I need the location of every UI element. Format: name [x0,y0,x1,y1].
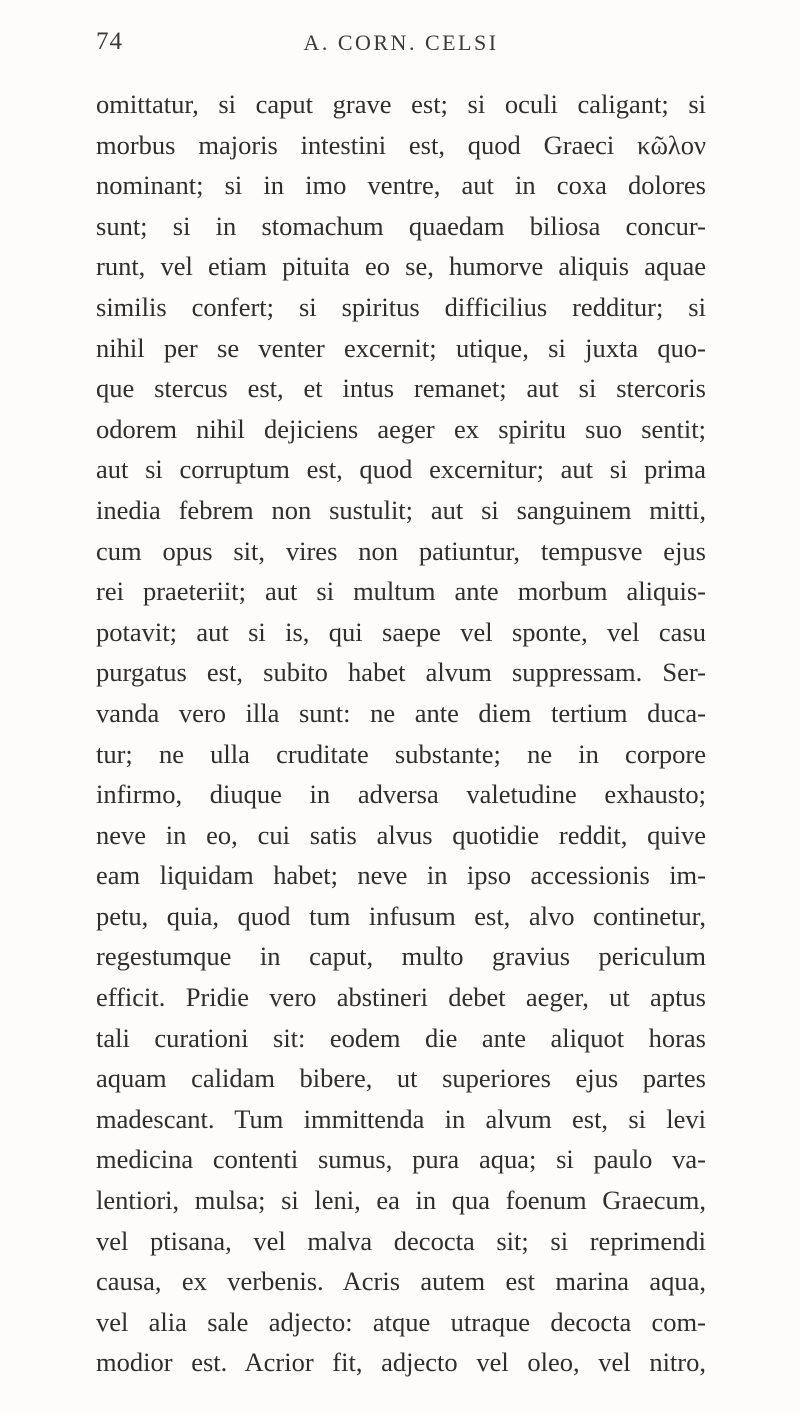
text-line: que stercus est, et intus remanet; aut si stercoris [96,373,706,404]
text-line: tali curationi sit: eodem die ante aliquot horas [96,1022,706,1053]
text-line: vel alia sale adjecto: atque utraque decocta com- [96,1306,706,1337]
text-line: infirmo, diuque in adversa valetudine exhausto; [96,779,706,810]
body-text [96,84,706,1383]
text-line: inedia febrem non sustulit; aut si sanguinem mitti, [96,494,706,525]
text-line: nihil per se venter excernit; utique, si juxta quo- [96,332,706,363]
text-line: lentiori, mulsa; si leni, ea in qua foenum Graecum, [96,1185,706,1216]
text-line: vel ptisana, vel malva decocta sit; si reprimendi [96,1225,706,1256]
text-line: vanda vero illa sunt: ne ante diem tertium duca- [96,697,706,728]
text-line: rei praeteriit; aut si multum ante morbum aliquis- [96,576,706,607]
text-line: modior est. Acrior fit, adjecto vel oleo, vel nitro, [96,1347,706,1378]
text-line: morbus majoris intestini est, quod Graeci κῶλον [96,129,706,160]
text-line: regestumque in caput, multo gravius periculum [96,941,706,972]
page-number: 74 [96,28,123,55]
text-line: odorem nihil dejiciens aeger ex spiritu suo sentit; [96,413,706,444]
text-line: madescant. Tum immittenda in alvum est, si levi [96,1103,706,1134]
text-line: neve in eo, cui satis alvus quotidie reddit, quive [96,819,706,850]
page-header [96,22,706,62]
text-line: sunt; si in stomachum quaedam biliosa concur- [96,210,706,241]
text-line: similis confert; si spiritus difficilius redditur; si [96,291,706,322]
text-line: omittatur, si caput grave est; si oculi caligant; si [96,89,706,119]
text-line: runt, vel etiam pituita eo se, humorve aliquis aquae [96,251,706,282]
text-line: nominant; si in imo ventre, aut in coxa dolores [96,170,706,201]
text-line: aquam calidam bibere, ut superiores ejus partes [96,1063,706,1094]
text-line: cum opus sit, vires non patiuntur, tempusve ejus [96,535,706,566]
text-line: causa, ex verbenis. Acris autem est marina aqua, [96,1266,706,1297]
text-line: eam liquidam habet; neve in ipso accessionis im- [96,860,706,891]
text-line: purgatus est, subito habet alvum suppressam. Ser- [96,657,706,688]
text-line: aut si corruptum est, quod excernitur; aut si prima [96,454,706,485]
running-head: A. CORN. CELSI [303,30,499,55]
text-line: potavit; aut si is, qui saepe vel sponte, vel casu [96,616,706,647]
text-line: medicina contenti sumus, pura aqua; si paulo va- [96,1144,706,1175]
text-line: tur; ne ulla cruditate substante; ne in corpore [96,738,706,769]
text-line: petu, quia, quod tum infusum est, alvo continetur, [96,900,706,931]
text-line: efficit. Pridie vero abstineri debet aeger, ut aptus [96,982,706,1013]
